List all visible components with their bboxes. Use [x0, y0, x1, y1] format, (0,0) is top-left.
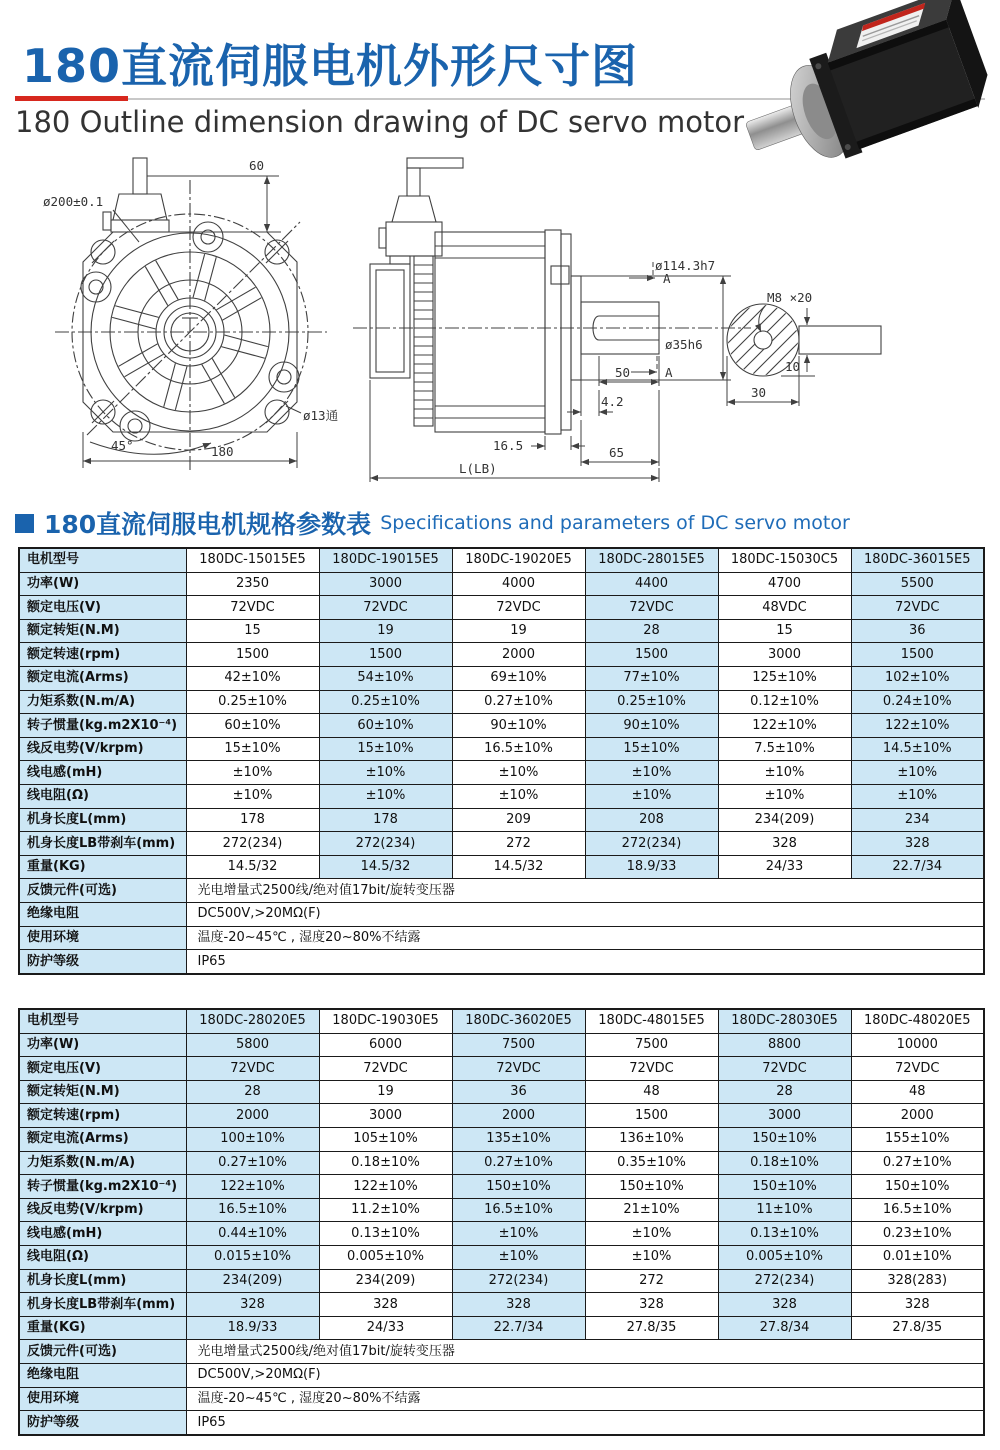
value-cell: ±10%	[452, 1222, 585, 1246]
shaft-section-detail	[705, 232, 881, 450]
value-cell: 0.25±10%	[186, 690, 319, 714]
value-cell: 328	[851, 832, 984, 856]
value-cell: 150±10%	[718, 1127, 851, 1151]
value-cell: 272	[452, 832, 585, 856]
value-cell: 77±10%	[585, 666, 718, 690]
span-value-cell: 光电增量式2500线/绝对值17bit/旋转变压器	[186, 1340, 984, 1364]
value-cell: 3000	[718, 643, 851, 667]
row-label: 额定转速(rpm)	[19, 643, 186, 667]
value-cell: 0.005±10%	[718, 1245, 851, 1269]
front-connector	[103, 158, 169, 232]
value-cell: 72VDC	[319, 596, 452, 620]
value-cell: 16.5±10%	[452, 737, 585, 761]
value-cell: 60±10%	[319, 714, 452, 738]
row-label: 机身长度L(mm)	[19, 1269, 186, 1293]
value-cell: 0.13±10%	[319, 1222, 452, 1246]
value-cell: 234(209)	[186, 1269, 319, 1293]
table-row	[19, 808, 984, 832]
row-label: 线电感(mH)	[19, 761, 186, 785]
row-label: 电机型号	[19, 1009, 186, 1033]
table-row	[19, 784, 984, 808]
table-row	[19, 666, 984, 690]
row-label: 线电阻(Ω)	[19, 784, 186, 808]
value-cell: 272(234)	[319, 832, 452, 856]
value-cell: 8800	[718, 1033, 851, 1057]
value-cell: 5800	[186, 1033, 319, 1057]
table-row	[19, 1245, 984, 1269]
outline-dimension-drawing	[15, 150, 985, 498]
value-cell: 125±10%	[718, 666, 851, 690]
value-cell: 11±10%	[718, 1198, 851, 1222]
value-cell: 3000	[319, 1104, 452, 1128]
value-cell: 60±10%	[186, 714, 319, 738]
value-cell: 19	[319, 619, 452, 643]
value-cell: 16.5±10%	[851, 1198, 984, 1222]
value-cell: ±10%	[585, 761, 718, 785]
value-cell: 105±10%	[319, 1127, 452, 1151]
table-row	[19, 1080, 984, 1104]
value-cell: 18.9/33	[585, 855, 718, 879]
value-cell: 122±10%	[851, 714, 984, 738]
table-row	[19, 643, 984, 667]
span-value-cell: 温度-20~45℃ , 湿度20~80%不结露	[186, 1387, 984, 1411]
model-cell: 180DC-15030C5	[718, 548, 851, 572]
value-cell: 2350	[186, 572, 319, 596]
value-cell: 72VDC	[851, 1057, 984, 1081]
model-cell: 180DC-28020E5	[186, 1009, 319, 1033]
spec-table-1	[18, 547, 985, 975]
row-label: 反馈元件(可选)	[19, 1340, 186, 1364]
model-cell: 180DC-19015E5	[319, 548, 452, 572]
value-cell: ±10%	[851, 761, 984, 785]
dim-4-2: 4.2	[601, 394, 624, 409]
page-title-cn: 180直流伺服电机外形尺寸图	[22, 39, 639, 93]
value-cell: ±10%	[851, 784, 984, 808]
value-cell: 0.01±10%	[851, 1245, 984, 1269]
value-cell: 0.27±10%	[851, 1151, 984, 1175]
value-cell: 178	[186, 808, 319, 832]
value-cell: 0.25±10%	[585, 690, 718, 714]
value-cell: 0.27±10%	[452, 1151, 585, 1175]
value-cell: 150±10%	[718, 1175, 851, 1199]
value-cell: 27.8/34	[718, 1316, 851, 1340]
table-row	[19, 1269, 984, 1293]
table-row	[19, 596, 984, 620]
row-label: 转子惯量(kg.m2X10⁻⁴)	[19, 714, 186, 738]
table-span-row	[19, 1387, 984, 1411]
row-label: 线电阻(Ω)	[19, 1245, 186, 1269]
value-cell: 0.24±10%	[851, 690, 984, 714]
value-cell: 18.9/33	[186, 1316, 319, 1340]
section-title-cn: 180直流伺服电机规格参数表	[44, 510, 372, 539]
page-title-en: 180 Outline dimension drawing of DC servo motor	[15, 105, 745, 139]
section-bullet-square	[15, 514, 34, 533]
table-row	[19, 1104, 984, 1128]
row-label: 机身长度LB带刹车(mm)	[19, 1293, 186, 1317]
value-cell: 178	[319, 808, 452, 832]
model-cell: 180DC-19020E5	[452, 548, 585, 572]
value-cell: 90±10%	[452, 714, 585, 738]
table-row	[19, 1198, 984, 1222]
value-cell: 22.7/34	[452, 1316, 585, 1340]
spec-section-header	[15, 505, 850, 541]
section-a-bottom: A	[665, 365, 673, 380]
table-row	[19, 1175, 984, 1199]
span-value-cell: DC500V,>20MΩ(F)	[186, 1363, 984, 1387]
value-cell: 27.8/35	[585, 1316, 718, 1340]
value-cell: 24/33	[718, 855, 851, 879]
value-cell: 0.015±10%	[186, 1245, 319, 1269]
spec-table-2-grid	[18, 1008, 985, 1436]
table-row	[19, 619, 984, 643]
value-cell: 90±10%	[585, 714, 718, 738]
value-cell: 0.27±10%	[186, 1151, 319, 1175]
value-cell: 16.5±10%	[186, 1198, 319, 1222]
value-cell: 14.5/32	[452, 855, 585, 879]
value-cell: 3000	[319, 572, 452, 596]
value-cell: 150±10%	[851, 1175, 984, 1199]
value-cell: 155±10%	[851, 1127, 984, 1151]
value-cell: 72VDC	[585, 1057, 718, 1081]
value-cell: 28	[718, 1080, 851, 1104]
table-span-row	[19, 926, 984, 950]
value-cell: ±10%	[585, 1222, 718, 1246]
table-row	[19, 572, 984, 596]
value-cell: ±10%	[186, 784, 319, 808]
value-cell: ±10%	[585, 784, 718, 808]
dim-10: 10	[785, 359, 801, 374]
value-cell: 234(209)	[319, 1269, 452, 1293]
value-cell: 328	[585, 1293, 718, 1317]
table-row	[19, 832, 984, 856]
model-cell: 180DC-36020E5	[452, 1009, 585, 1033]
value-cell: 0.44±10%	[186, 1222, 319, 1246]
value-cell: 234(209)	[718, 808, 851, 832]
value-cell: 7500	[452, 1033, 585, 1057]
value-cell: 0.18±10%	[319, 1151, 452, 1175]
table-row	[19, 1057, 984, 1081]
value-cell: ±10%	[452, 761, 585, 785]
value-cell: 1500	[585, 643, 718, 667]
value-cell: 136±10%	[585, 1127, 718, 1151]
row-label: 绝缘电阻	[19, 1363, 186, 1387]
value-cell: 2000	[452, 643, 585, 667]
value-cell: 21±10%	[585, 1198, 718, 1222]
value-cell: 7500	[585, 1033, 718, 1057]
value-cell: 48VDC	[718, 596, 851, 620]
row-label: 功率(W)	[19, 572, 186, 596]
row-label: 额定电压(V)	[19, 1057, 186, 1081]
value-cell: 328	[452, 1293, 585, 1317]
value-cell: 36	[452, 1080, 585, 1104]
row-label: 额定电流(Arms)	[19, 666, 186, 690]
value-cell: 36	[851, 619, 984, 643]
table-span-row	[19, 1363, 984, 1387]
row-label: 使用环境	[19, 1387, 186, 1411]
value-cell: 72VDC	[452, 596, 585, 620]
dim-dia13: ø13通	[303, 408, 339, 423]
value-cell: 22.7/34	[851, 855, 984, 879]
table-row	[19, 1033, 984, 1057]
value-cell: 272(234)	[186, 832, 319, 856]
row-label: 防护等级	[19, 1411, 186, 1435]
row-label: 机身长度L(mm)	[19, 808, 186, 832]
value-cell: 19	[452, 619, 585, 643]
row-label: 额定电流(Arms)	[19, 1127, 186, 1151]
span-value-cell: 光电增量式2500线/绝对值17bit/旋转变压器	[186, 879, 984, 903]
value-cell: 4400	[585, 572, 718, 596]
value-cell: 1500	[186, 643, 319, 667]
value-cell: 72VDC	[851, 596, 984, 620]
table-span-row	[19, 1411, 984, 1435]
value-cell: 0.12±10%	[718, 690, 851, 714]
dim-16-5: 16.5	[493, 438, 524, 453]
value-cell: ±10%	[319, 761, 452, 785]
value-cell: 72VDC	[186, 596, 319, 620]
value-cell: 135±10%	[452, 1127, 585, 1151]
row-label: 使用环境	[19, 926, 186, 950]
value-cell: ±10%	[186, 761, 319, 785]
value-cell: 10000	[851, 1033, 984, 1057]
value-cell: 208	[585, 808, 718, 832]
value-cell: 42±10%	[186, 666, 319, 690]
row-label: 线电感(mH)	[19, 1222, 186, 1246]
dim-dia114: ø114.3h7	[655, 258, 716, 273]
dim-m8x20: M8 ×20	[767, 290, 813, 305]
value-cell: 1500	[319, 643, 452, 667]
value-cell: 72VDC	[319, 1057, 452, 1081]
value-cell: 328(283)	[851, 1269, 984, 1293]
value-cell: 69±10%	[452, 666, 585, 690]
value-cell: 272(234)	[718, 1269, 851, 1293]
dim-dia200: ø200±0.1	[43, 194, 104, 209]
table-span-row	[19, 902, 984, 926]
row-label: 电机型号	[19, 548, 186, 572]
value-cell: 48	[851, 1080, 984, 1104]
span-value-cell: IP65	[186, 950, 984, 974]
title-underline-red	[15, 96, 128, 101]
value-cell: 2000	[452, 1104, 585, 1128]
value-cell: 3000	[718, 1104, 851, 1128]
span-value-cell: 温度-20~45℃ , 湿度20~80%不结露	[186, 926, 984, 950]
value-cell: 328	[718, 832, 851, 856]
table-row	[19, 714, 984, 738]
value-cell: 14.5/32	[319, 855, 452, 879]
span-value-cell: IP65	[186, 1411, 984, 1435]
value-cell: 150±10%	[585, 1175, 718, 1199]
model-header-row	[19, 1009, 984, 1033]
value-cell: 122±10%	[186, 1175, 319, 1199]
value-cell: 0.27±10%	[452, 690, 585, 714]
value-cell: ±10%	[452, 1245, 585, 1269]
dim-180: 180	[211, 444, 234, 459]
value-cell: 48	[585, 1080, 718, 1104]
table-span-row	[19, 879, 984, 903]
row-label: 反馈元件(可选)	[19, 879, 186, 903]
value-cell: 7.5±10%	[718, 737, 851, 761]
row-label: 力矩系数(N.m/A)	[19, 690, 186, 714]
value-cell: 150±10%	[452, 1175, 585, 1199]
value-cell: 15	[186, 619, 319, 643]
value-cell: 100±10%	[186, 1127, 319, 1151]
table-row	[19, 761, 984, 785]
value-cell: 28	[585, 619, 718, 643]
value-cell: 72VDC	[718, 1057, 851, 1081]
row-label: 功率(W)	[19, 1033, 186, 1057]
model-cell: 180DC-28030E5	[718, 1009, 851, 1033]
value-cell: 28	[186, 1080, 319, 1104]
dim-llb: L(LB)	[459, 461, 497, 476]
table-row	[19, 1293, 984, 1317]
value-cell: 1500	[585, 1104, 718, 1128]
value-cell: 0.005±10%	[319, 1245, 452, 1269]
row-label: 额定转矩(N.M)	[19, 619, 186, 643]
value-cell: ±10%	[319, 784, 452, 808]
table-row	[19, 1151, 984, 1175]
value-cell: 4700	[718, 572, 851, 596]
spec-table-2	[18, 1008, 985, 1436]
table-row	[19, 690, 984, 714]
row-label: 额定转速(rpm)	[19, 1104, 186, 1128]
row-label: 额定电压(V)	[19, 596, 186, 620]
spec-table-1-grid	[18, 547, 985, 975]
value-cell: 6000	[319, 1033, 452, 1057]
value-cell: ±10%	[718, 761, 851, 785]
value-cell: 102±10%	[851, 666, 984, 690]
model-cell: 180DC-19030E5	[319, 1009, 452, 1033]
value-cell: 1500	[851, 643, 984, 667]
model-cell: 180DC-36015E5	[851, 548, 984, 572]
value-cell: 272	[585, 1269, 718, 1293]
value-cell: 19	[319, 1080, 452, 1104]
value-cell: 122±10%	[718, 714, 851, 738]
model-cell: 180DC-15015E5	[186, 548, 319, 572]
dim-30: 30	[751, 385, 767, 400]
model-header-row	[19, 548, 984, 572]
value-cell: 2000	[186, 1104, 319, 1128]
row-label: 机身长度LB带刹车(mm)	[19, 832, 186, 856]
value-cell: 328	[186, 1293, 319, 1317]
section-title-en: Specifications and parameters of DC servo motor	[380, 512, 850, 534]
row-label: 防护等级	[19, 950, 186, 974]
row-label: 绝缘电阻	[19, 902, 186, 926]
table-span-row	[19, 1340, 984, 1364]
value-cell: 16.5±10%	[452, 1198, 585, 1222]
value-cell: 15±10%	[585, 737, 718, 761]
value-cell: 15±10%	[319, 737, 452, 761]
value-cell: ±10%	[585, 1245, 718, 1269]
table-row	[19, 1222, 984, 1246]
dim-65: 65	[609, 445, 625, 460]
value-cell: 72VDC	[585, 596, 718, 620]
value-cell: ±10%	[718, 784, 851, 808]
value-cell: 72VDC	[452, 1057, 585, 1081]
table-span-row	[19, 950, 984, 974]
value-cell: ±10%	[452, 784, 585, 808]
value-cell: 14.5±10%	[851, 737, 984, 761]
value-cell: 5500	[851, 572, 984, 596]
table-row	[19, 855, 984, 879]
value-cell: 11.2±10%	[319, 1198, 452, 1222]
value-cell: 272(234)	[452, 1269, 585, 1293]
value-cell: 328	[851, 1293, 984, 1317]
section-a-top: A	[663, 271, 671, 286]
value-cell: 54±10%	[319, 666, 452, 690]
span-value-cell: DC500V,>20MΩ(F)	[186, 902, 984, 926]
row-label: 重量(KG)	[19, 855, 186, 879]
brake-fins	[414, 256, 433, 426]
side-view	[353, 158, 751, 434]
value-cell: 4000	[452, 572, 585, 596]
row-label: 线反电势(V/krpm)	[19, 737, 186, 761]
value-cell: 209	[452, 808, 585, 832]
value-cell: 15±10%	[186, 737, 319, 761]
value-cell: 15	[718, 619, 851, 643]
row-label: 力矩系数(N.m/A)	[19, 1151, 186, 1175]
value-cell: 24/33	[319, 1316, 452, 1340]
model-cell: 180DC-48020E5	[851, 1009, 984, 1033]
value-cell: 14.5/32	[186, 855, 319, 879]
value-cell: 0.25±10%	[319, 690, 452, 714]
dim-50: 50	[615, 365, 631, 380]
dim-45deg: 45°	[111, 438, 134, 453]
table-row	[19, 737, 984, 761]
value-cell: 0.13±10%	[718, 1222, 851, 1246]
model-cell: 180DC-28015E5	[585, 548, 718, 572]
dim-60: 60	[249, 158, 265, 173]
table-row	[19, 1316, 984, 1340]
value-cell: 72VDC	[186, 1057, 319, 1081]
row-label: 额定转矩(N.M)	[19, 1080, 186, 1104]
row-label: 重量(KG)	[19, 1316, 186, 1340]
value-cell: 122±10%	[319, 1175, 452, 1199]
value-cell: 272(234)	[585, 832, 718, 856]
dim-dia35: ø35h6	[665, 337, 703, 352]
value-cell: 0.35±10%	[585, 1151, 718, 1175]
front-centerlines	[55, 180, 327, 472]
row-label: 转子惯量(kg.m2X10⁻⁴)	[19, 1175, 186, 1199]
value-cell: 0.18±10%	[718, 1151, 851, 1175]
model-cell: 180DC-48015E5	[585, 1009, 718, 1033]
value-cell: 328	[718, 1293, 851, 1317]
value-cell: 234	[851, 808, 984, 832]
row-label: 线反电势(V/krpm)	[19, 1198, 186, 1222]
value-cell: 328	[319, 1293, 452, 1317]
value-cell: 0.23±10%	[851, 1222, 984, 1246]
table-row	[19, 1127, 984, 1151]
value-cell: 2000	[851, 1104, 984, 1128]
value-cell: 27.8/35	[851, 1316, 984, 1340]
